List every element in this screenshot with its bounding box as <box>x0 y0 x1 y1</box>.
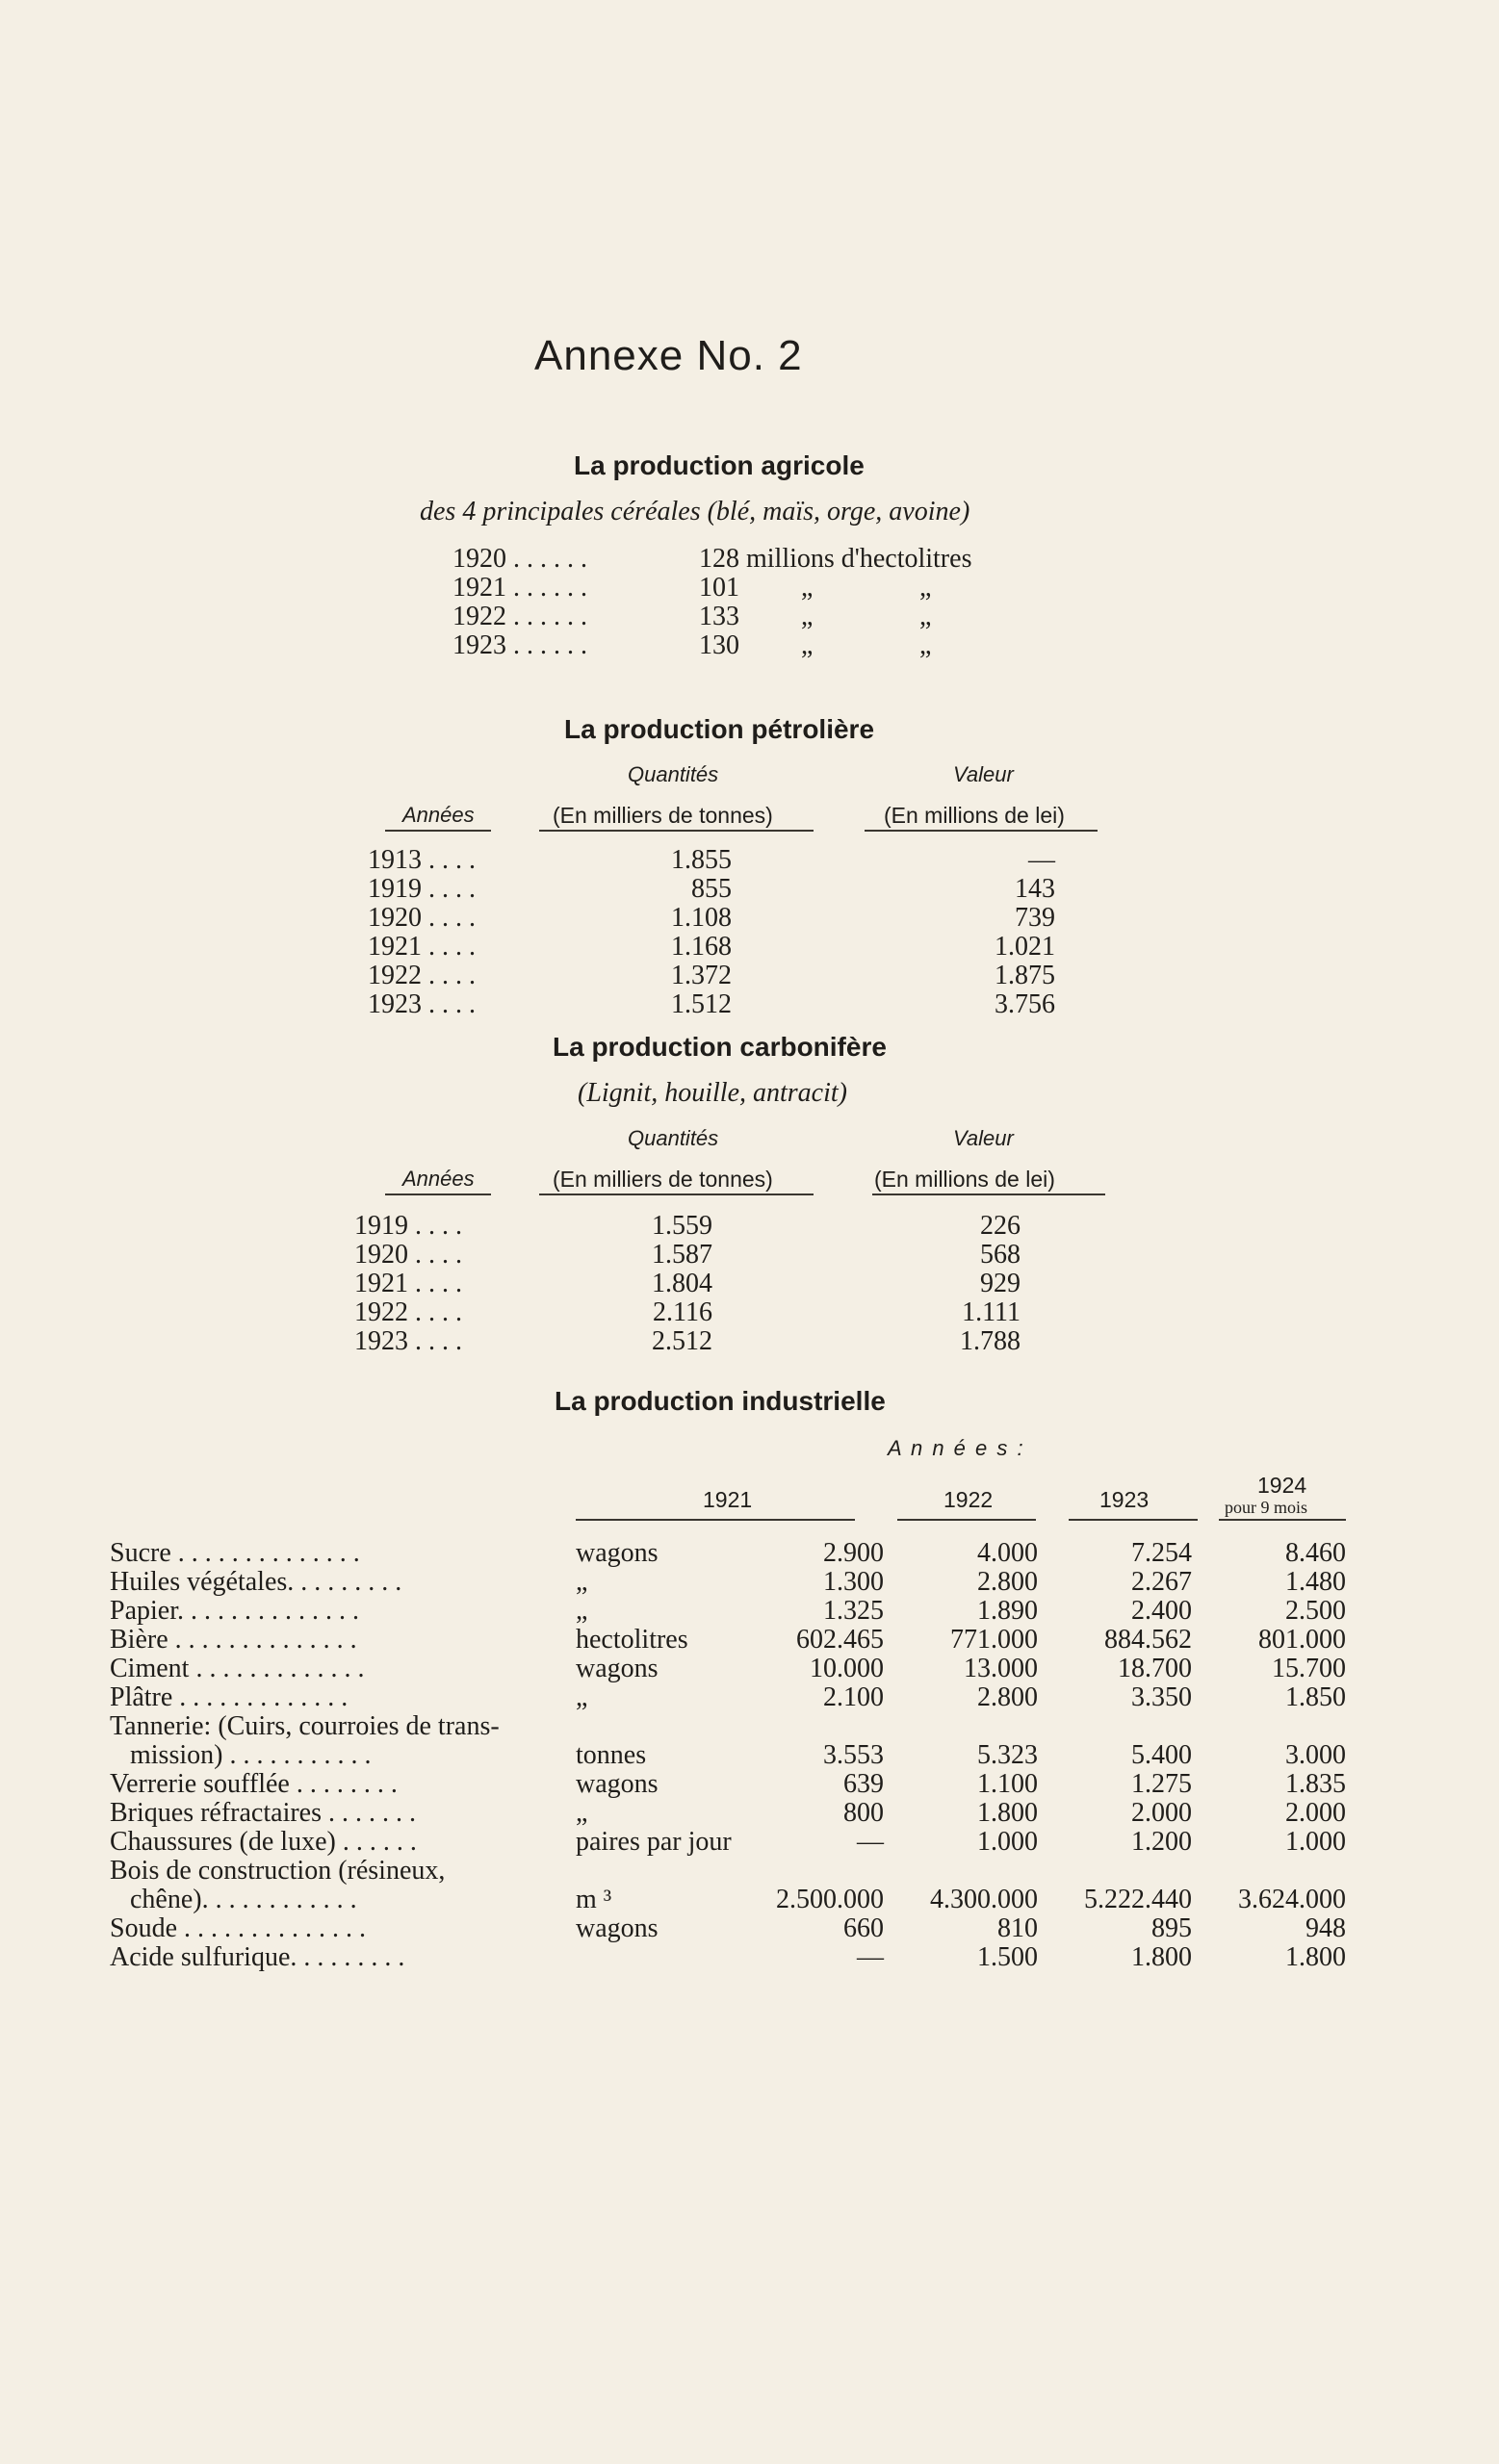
carbo-qty: 1.559 <box>652 1211 712 1241</box>
indus-value: 2.900 <box>823 1538 884 1568</box>
ditto-mark: „ <box>919 602 932 631</box>
petro-qty: 1.108 <box>671 903 732 933</box>
indus-value: 3.350 <box>1131 1682 1192 1712</box>
ditto-mark: „ <box>801 630 814 660</box>
petro-qty: 1.168 <box>671 932 732 962</box>
agricole-value: 128 millions d'hectolitres <box>699 544 972 574</box>
indus-value: 13.000 <box>964 1654 1038 1683</box>
carbo-year: 1921 . . . . <box>354 1269 462 1298</box>
agricole-year: 1921 . . . . . . <box>452 573 587 603</box>
indus-year-1921: 1921 <box>703 1487 753 1512</box>
indus-annees-label: A n n é e s : <box>888 1436 1025 1460</box>
petro-val: 739 <box>1015 903 1055 933</box>
indus-rule-1921 <box>576 1519 855 1521</box>
petro-col-val-unit: (En millions de lei) <box>884 803 1065 828</box>
indus-value: 639 <box>843 1769 884 1799</box>
indus-unit: „ <box>576 1596 588 1626</box>
petro-year: 1913 . . . . <box>368 845 476 875</box>
carbo-rule-qty <box>539 1194 814 1195</box>
indus-year-note: pour 9 mois <box>1225 1498 1308 1517</box>
indus-value: 3.624.000 <box>1238 1885 1346 1914</box>
petro-val: 143 <box>1015 874 1055 904</box>
petro-qty: 1.512 <box>671 989 732 1019</box>
indus-product: Chaussures (de luxe) . . . . . . <box>110 1827 417 1857</box>
indus-value: 2.500.000 <box>776 1885 884 1914</box>
indus-value: 4.000 <box>977 1538 1038 1568</box>
petro-year: 1921 . . . . <box>368 932 476 962</box>
indus-value: 1.300 <box>823 1567 884 1597</box>
ditto-mark: „ <box>801 573 814 603</box>
section-heading-petroliere: La production pétrolière <box>564 714 875 744</box>
indus-product: Huiles végétales. . . . . . . . . <box>110 1567 402 1597</box>
indus-unit: tonnes <box>576 1740 647 1770</box>
petro-year: 1919 . . . . <box>368 874 476 904</box>
ditto-mark: „ <box>801 602 814 631</box>
indus-value: 1.890 <box>977 1596 1038 1626</box>
indus-value: 1.800 <box>1285 1942 1346 1972</box>
indus-product: Bière . . . . . . . . . . . . . . <box>110 1625 357 1655</box>
indus-value: 15.700 <box>1272 1654 1346 1683</box>
carbo-qty: 2.512 <box>652 1326 712 1356</box>
carbo-rule-val <box>872 1194 1105 1195</box>
indus-value: 2.100 <box>823 1682 884 1712</box>
indus-value: 2.000 <box>1131 1798 1192 1828</box>
carbo-subtitle: (Lignit, houille, antracit) <box>578 1078 847 1108</box>
indus-value: 8.460 <box>1285 1538 1346 1568</box>
indus-value: 1.100 <box>977 1769 1038 1799</box>
carbo-year: 1922 . . . . <box>354 1297 462 1327</box>
indus-value: 948 <box>1305 1913 1346 1943</box>
indus-unit: wagons <box>576 1769 659 1799</box>
indus-value: 884.562 <box>1104 1625 1192 1655</box>
carbo-year: 1919 . . . . <box>354 1211 462 1241</box>
indus-value: 1.275 <box>1131 1769 1192 1799</box>
petro-year: 1920 . . . . <box>368 903 476 933</box>
indus-value: 2.800 <box>977 1682 1038 1712</box>
indus-value: 810 <box>997 1913 1038 1943</box>
indus-value: 2.400 <box>1131 1596 1192 1626</box>
carbo-qty: 1.587 <box>652 1240 712 1270</box>
carbo-val: 568 <box>980 1240 1021 1270</box>
indus-value: 10.000 <box>810 1654 884 1683</box>
indus-value: 801.000 <box>1258 1625 1346 1655</box>
carbo-year: 1923 . . . . <box>354 1326 462 1356</box>
indus-value: 4.300.000 <box>930 1885 1038 1914</box>
indus-value: 7.254 <box>1131 1538 1192 1568</box>
indus-product: Verrerie soufflée . . . . . . . . <box>110 1769 398 1799</box>
petro-col-years: Années <box>402 803 475 827</box>
carbo-rule-years <box>385 1194 491 1195</box>
carbo-val: 929 <box>980 1269 1021 1298</box>
indus-product: Soude . . . . . . . . . . . . . . <box>110 1913 366 1943</box>
indus-value: 1.000 <box>1285 1827 1346 1857</box>
indus-rule-1924 <box>1219 1519 1346 1521</box>
indus-value: 1.850 <box>1285 1682 1346 1712</box>
indus-value: 1.835 <box>1285 1769 1346 1799</box>
agricole-year: 1922 . . . . . . <box>452 602 587 631</box>
indus-unit: paires par jour <box>576 1827 732 1857</box>
indus-value: 2.267 <box>1131 1567 1192 1597</box>
section-heading-agricole: La production agricole <box>574 450 865 480</box>
carbo-qty: 2.116 <box>653 1297 712 1327</box>
indus-value: 1.800 <box>1131 1942 1192 1972</box>
indus-rule-1923 <box>1069 1519 1198 1521</box>
indus-unit: wagons <box>576 1538 659 1568</box>
petro-rule-qty <box>539 830 814 832</box>
agricole-value: 101 <box>699 573 739 603</box>
petro-val: — <box>1028 845 1055 875</box>
indus-unit: „ <box>576 1798 588 1828</box>
petro-col-qty: Quantités <box>628 762 719 786</box>
section-heading-industrielle: La production industrielle <box>555 1386 886 1416</box>
indus-value: 800 <box>843 1798 884 1828</box>
indus-product: Acide sulfurique. . . . . . . . . <box>110 1942 405 1972</box>
indus-value: 2.800 <box>977 1567 1038 1597</box>
petro-col-qty-unit: (En milliers de tonnes) <box>553 803 773 828</box>
indus-product: Bois de construction (résineux, <box>110 1856 446 1886</box>
indus-product: Plâtre . . . . . . . . . . . . . <box>110 1682 349 1712</box>
carbo-val: 1.788 <box>960 1326 1021 1356</box>
indus-value: 3.553 <box>823 1740 884 1770</box>
indus-value: 2.500 <box>1285 1596 1346 1626</box>
indus-value: — <box>857 1827 884 1857</box>
indus-value: 1.500 <box>977 1942 1038 1972</box>
petro-year: 1923 . . . . <box>368 989 476 1019</box>
carbo-val: 226 <box>980 1211 1021 1241</box>
indus-product: Briques réfractaires . . . . . . . <box>110 1798 416 1828</box>
indus-value: 660 <box>843 1913 884 1943</box>
petro-rule-val <box>865 830 1098 832</box>
ditto-mark: „ <box>919 630 932 660</box>
indus-unit: „ <box>576 1682 588 1712</box>
carbo-col-val: Valeur <box>953 1126 1014 1150</box>
indus-unit: „ <box>576 1567 588 1597</box>
indus-unit: hectolitres <box>576 1625 688 1655</box>
indus-year-1924: 1924 <box>1257 1473 1307 1498</box>
carbo-col-years: Années <box>402 1167 475 1191</box>
agricole-subtitle: des 4 principales céréales (blé, maïs, orge, avoine) <box>420 497 970 526</box>
indus-product: mission) . . . . . . . . . . . <box>110 1740 372 1770</box>
agricole-value: 130 <box>699 630 739 660</box>
indus-value: 602.465 <box>796 1625 884 1655</box>
indus-value: 895 <box>1151 1913 1192 1943</box>
page-title: Annexe No. 2 <box>534 332 803 379</box>
indus-value: 3.000 <box>1285 1740 1346 1770</box>
petro-rule-years <box>385 830 491 832</box>
indus-product: Sucre . . . . . . . . . . . . . . <box>110 1538 360 1568</box>
petro-val: 1.875 <box>995 961 1055 990</box>
indus-year-1922: 1922 <box>943 1487 994 1512</box>
indus-value: 5.400 <box>1131 1740 1192 1770</box>
petro-val: 3.756 <box>995 989 1055 1019</box>
indus-product: Tannerie: (Cuirs, courroies de trans- <box>110 1711 500 1741</box>
agricole-year: 1923 . . . . . . <box>452 630 587 660</box>
indus-value: 771.000 <box>950 1625 1038 1655</box>
indus-value: 2.000 <box>1285 1798 1346 1828</box>
petro-year: 1922 . . . . <box>368 961 476 990</box>
indus-value: 1.800 <box>977 1798 1038 1828</box>
indus-rule-1922 <box>897 1519 1036 1521</box>
ditto-mark: „ <box>919 573 932 603</box>
carbo-col-qty-unit: (En milliers de tonnes) <box>553 1167 773 1192</box>
carbo-val: 1.111 <box>962 1297 1021 1327</box>
indus-value: 1.480 <box>1285 1567 1346 1597</box>
petro-qty: 855 <box>691 874 732 904</box>
indus-value: 5.323 <box>977 1740 1038 1770</box>
petro-col-val: Valeur <box>953 762 1014 786</box>
indus-product: Ciment . . . . . . . . . . . . . <box>110 1654 365 1683</box>
section-heading-carbonifere: La production carbonifère <box>553 1032 887 1062</box>
carbo-year: 1920 . . . . <box>354 1240 462 1270</box>
carbo-qty: 1.804 <box>652 1269 712 1298</box>
agricole-year: 1920 . . . . . . <box>452 544 587 574</box>
indus-value: 5.222.440 <box>1084 1885 1192 1914</box>
petro-qty: 1.372 <box>671 961 732 990</box>
indus-value: 1.000 <box>977 1827 1038 1857</box>
indus-value: 1.325 <box>823 1596 884 1626</box>
indus-unit: m ³ <box>576 1885 612 1914</box>
petro-val: 1.021 <box>995 932 1055 962</box>
carbo-col-val-unit: (En millions de lei) <box>874 1167 1055 1192</box>
agricole-value: 133 <box>699 602 739 631</box>
indus-product: Papier. . . . . . . . . . . . . . <box>110 1596 359 1626</box>
petro-qty: 1.855 <box>671 845 732 875</box>
indus-value: 1.200 <box>1131 1827 1192 1857</box>
indus-value: — <box>857 1942 884 1972</box>
indus-unit: wagons <box>576 1913 659 1943</box>
indus-unit: wagons <box>576 1654 659 1683</box>
indus-product: chêne). . . . . . . . . . . . <box>110 1885 357 1914</box>
indus-year-1923: 1923 <box>1099 1487 1150 1512</box>
indus-value: 18.700 <box>1118 1654 1192 1683</box>
carbo-col-qty: Quantités <box>628 1126 719 1150</box>
